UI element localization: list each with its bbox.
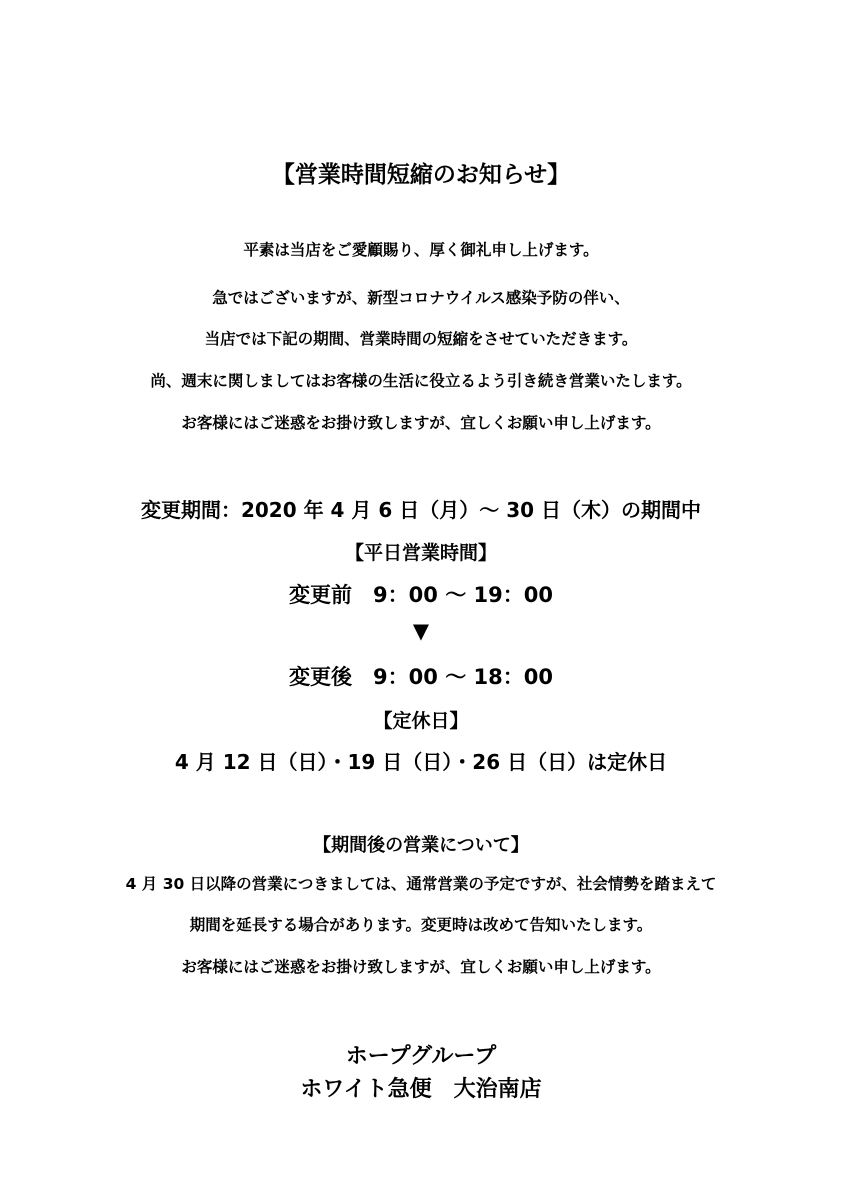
down-arrow-icon: ▼: [412, 619, 430, 643]
intro-paragraph-1: 平素は当店をご愛顧賜り、厚く御礼申し上げます。: [243, 241, 599, 259]
hours-before-change: 変更前 9：00 ～ 19：00: [289, 583, 553, 607]
intro-paragraph-3: 当店では下記の期間、営業時間の短縮をさせていただきます。: [204, 330, 638, 348]
weekday-hours-heading: 【平日営業時間】: [344, 542, 497, 564]
change-period: 変更期間：2020 年 4 月 6 日（月）～ 30 日（木）の期間中: [140, 498, 702, 522]
intro-paragraph-5: お客様にはご迷惑をお掛け致しますが、宜しくお願い申し上げます。: [181, 414, 661, 432]
after-period-line-1: 4 月 30 日以降の営業につきましては、通常営業の予定ですが、社会情勢を踏まえて: [125, 875, 717, 893]
after-period-heading: 【期間後の営業について】: [313, 835, 529, 856]
after-period-line-2: 期間を延長する場合があります。変更時は改めて告知いたします。: [189, 916, 653, 934]
intro-paragraph-4: 尚、週末に関しましてはお客様の生活に役立るよう引き続き営業いたします。: [150, 372, 692, 390]
holiday-heading: 【定休日】: [373, 710, 469, 732]
hours-after-change: 変更後 9：00 ～ 18：00: [289, 665, 553, 689]
after-period-line-3: お客様にはご迷惑をお掛け致しますが、宜しくお願い申し上げます。: [181, 958, 661, 976]
notice-title: 【営業時間短縮のお知らせ】: [271, 162, 571, 188]
signature-group: ホープグループ: [345, 1044, 497, 1069]
holiday-dates: 4 月 12 日（日）・19 日（日）・26 日（日）は定休日: [174, 750, 668, 774]
signature-store: ホワイト急便 大治南店: [300, 1077, 542, 1102]
intro-paragraph-2: 急ではございますが、新型コロナウイルス感染予防の伴い、: [212, 289, 630, 307]
